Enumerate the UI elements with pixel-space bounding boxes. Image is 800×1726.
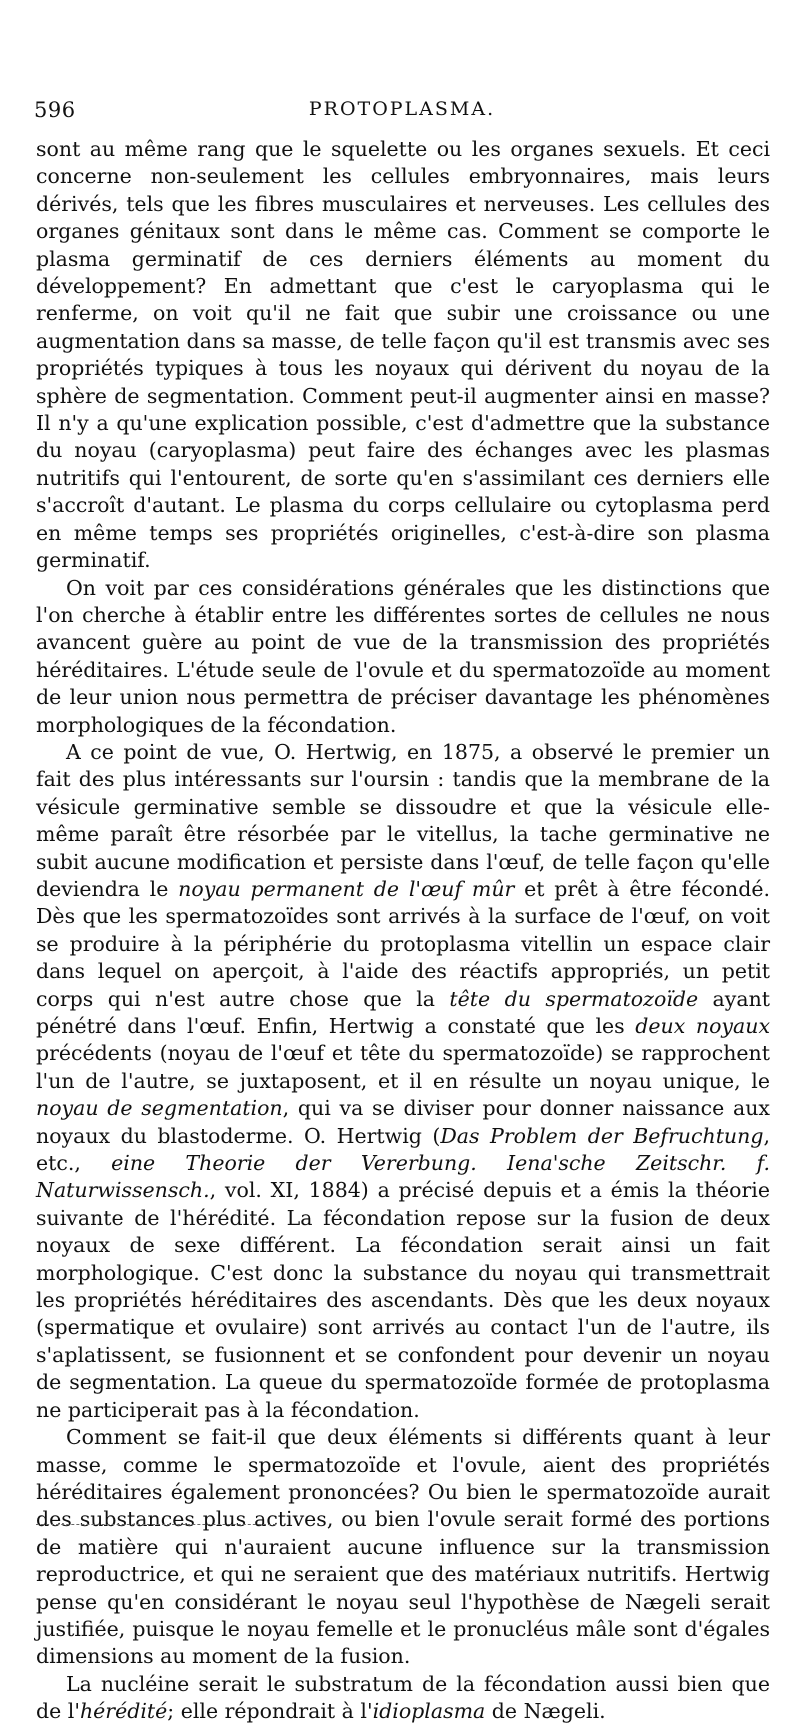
text-run: et prêt à être fécondé. Dès que les spermatozoïdes sont arrivés à la surface de l'œuf, on voit se produire à la périphérie du protoplasma vitellin un espace clair dans lequel on aperçoit, à l'aide des réactifs appropriés, un petit corps qui n'est autre chose que la xyxy=(36,876,770,1011)
text-run: ; elle répondrait à l' xyxy=(167,1699,373,1724)
italic-text: noyau permanent de l'œuf mûr xyxy=(178,876,515,901)
italic-text: idioplasma xyxy=(372,1699,486,1724)
paragraph xyxy=(36,575,770,739)
text-run: , qui va se diviser pour donner naissance aux noyaux du blastoderme. O. Hertwig ( xyxy=(36,1096,770,1148)
text-run: A ce point de vue, O. Hertwig, en 1875, a observé le premier un fait des plus intéressants sur l'oursin : tandis que la membrane de la vésicule germinative semble se dissoudre et que la vésicule elle-même paraît être résorbée par le vitellus, la tache germinative ne subit aucune modification et persiste dans l'œuf, de telle façon qu'elle deviendra le xyxy=(36,739,770,901)
text-run: ayant pénétré dans l'œuf. Enfin, Hertwig a constaté que les xyxy=(36,986,771,1038)
text-run: Comment se fait-il que deux éléments si différents quant à leur masse, comme le spermatozoïde et l'ovule, aient des propriétés héréditaires également prononcées? Ou bien le spermatozoïde aurait des substances plus actives, ou bien l'ovule serait formé des portions de matière qui n'auraient aucune influence sur la transmission reproductrice, et qui ne seraient que des matériaux nutritifs. Hertwig pense qu'en considérant le noyau seul l'hypothèse de Nægeli serait justifiée, puisque le noyau femelle et le pronucléus mâle sont d'égales dimensions au moment de la fusion. xyxy=(36,1425,770,1669)
paragraph xyxy=(36,739,770,1424)
text-run: La nucléine serait le substratum de la fécondation aussi bien que de l' xyxy=(36,1671,770,1724)
text-run: , vol. XI, 1884) a précisé depuis et a émis la théorie suivante de l'hérédité. La fécondation repose sur la fusion de deux noyaux de sexe différent. La fécondation serait ainsi un fait morphologique. C'est donc la substance du noyau qui transmettrait les propriétés héréditaires des ascendants. Dès que les deux noyaux (spermatique et ovulaire) sont arrivés au contact l'un de l'autre, ils s'aplatissent, se fusionnent et se confondent pour devenir un noyau de segmentation. La queue du spermatozoïde formée de protoplasma ne participerait pas à la fécondation. xyxy=(36,1178,770,1422)
italic-text: deux noyaux xyxy=(635,1014,771,1038)
text-run: précédents (noyau de l'œuf et tête du spermatozoïde) se rapprochent l'un de l'autre, se juxtaposent, et il en résulte un noyau unique, le xyxy=(36,1041,770,1093)
text-run: de Nægeli. xyxy=(485,1699,606,1724)
text-run: sont au même rang que le squelette ou les organes sexuels. Et ceci concerne non-seulement les cellules embryonnaires, mais leurs dérivés, tels que les fibres musculaires et nerveuses. Les cellules des organes génitaux sont dans le même cas. Comment se comporte le plasma germinatif de ces derniers éléments au moment du développement? En admettant que c'est le caryoplasma qui le renferme, on voit qu'il ne fait que subir une croissance ou une augmentation dans sa masse, de telle façon qu'il est transmis avec ses propriétés typiques à tous les noyaux qui dérivent du noyau de la sphère de segmentation. Comment peut-il augmenter ainsi en masse? Il n'y a qu'une explication possible, c'est d'admettre que la substance du noyau (caryoplasma) peut faire des échanges avec les plasmas nutritifs qui l'entourent, de sorte qu'en s'assimilant ces derniers elle s'accroît d'autant. Le plasma du corps cellulaire ou cytoplasma perd en même temps ses propriétés originelles, c'est-à-dire son plasma germinatif. xyxy=(36,137,770,573)
italic-text: noyau de segmentation xyxy=(36,1096,283,1121)
paragraph xyxy=(36,136,770,575)
body-text xyxy=(36,136,770,1726)
text-run: On voit par ces considérations générales que les distinctions que l'on cherche à établir entre les différentes sortes de cellules ne nous avancent guère au point de vue de la transmission des propriétés héréditaires. L'étude seule de l'ovule et du spermatozoïde au moment de leur union nous permettra de préciser davantage les phénomènes morphologiques de la fécondation. xyxy=(36,575,770,737)
italic-text: eine Theorie der Vererbung. Iena'sche Zeitschr. f. Naturwissensch. xyxy=(36,1151,771,1203)
italic-text: hérédité xyxy=(79,1699,168,1724)
italic-text: Das Problem der Befruchtung xyxy=(440,1123,764,1148)
page-number: 596 xyxy=(34,98,76,122)
paragraph xyxy=(36,1671,770,1726)
text-run: , etc., xyxy=(36,1123,770,1176)
footer-rule xyxy=(36,1524,276,1525)
paragraph xyxy=(36,1424,770,1671)
italic-text: tête du spermatozoïde xyxy=(449,986,699,1011)
running-title: PROTOPLASMA. xyxy=(308,98,496,120)
page-header xyxy=(34,98,770,128)
